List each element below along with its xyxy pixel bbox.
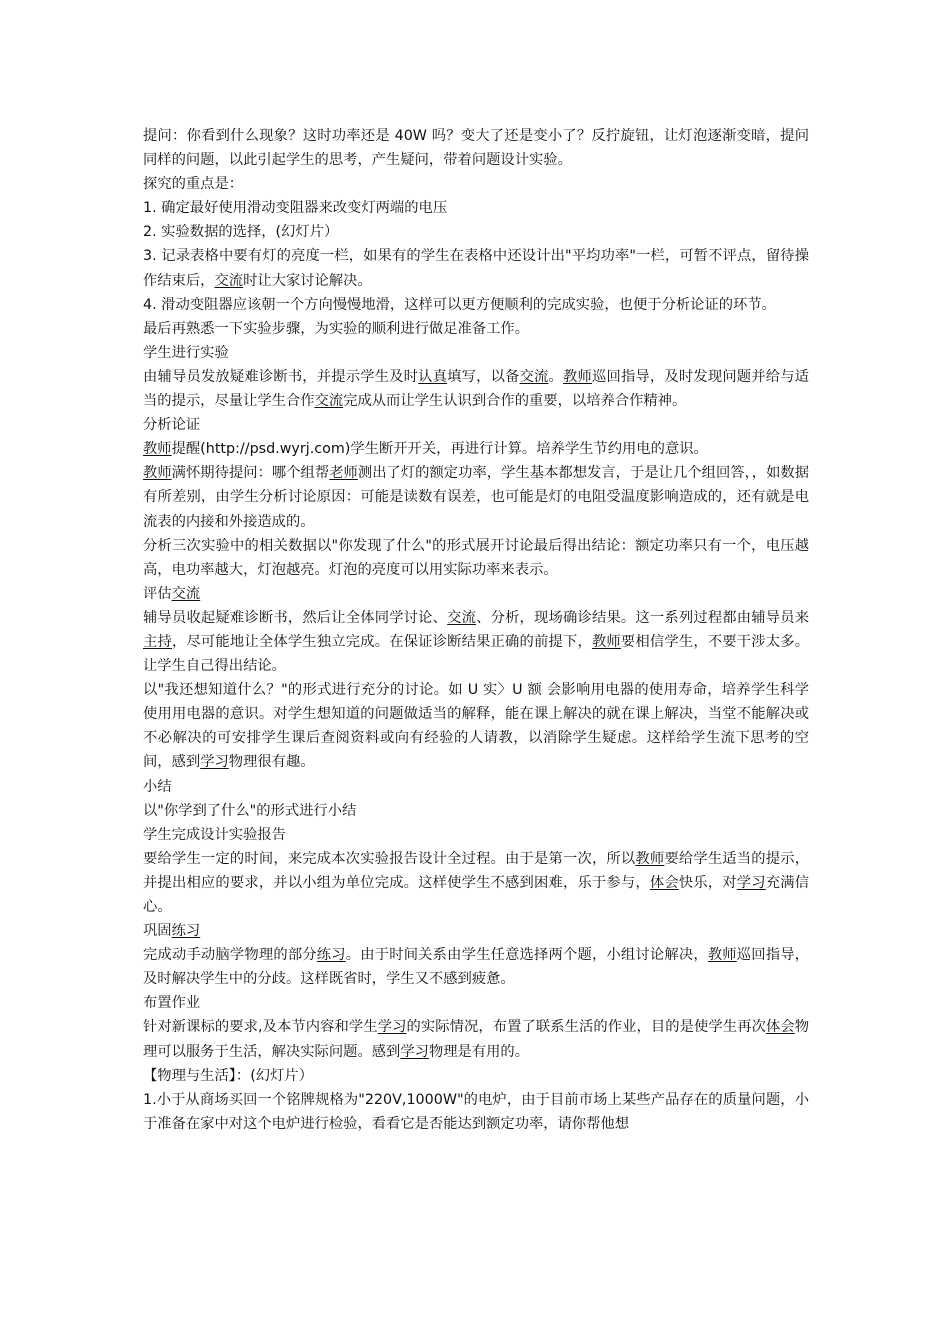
text-run: 2. 实验数据的选择，(幻灯片） bbox=[143, 224, 339, 241]
paragraph bbox=[143, 823, 809, 847]
text-run: 分析三次实验中的相关数据以"你发现了什么"的形式展开讨论最后得出结论：额定功率只有一个，电压越高，电功率越大，灯泡越亮。灯泡的亮度可以用实际功率来表示。 bbox=[143, 537, 809, 578]
text-run: 物理是有用的。 bbox=[428, 1043, 530, 1060]
underlined-keyword-link[interactable]: 交流 bbox=[214, 272, 244, 289]
paragraph bbox=[143, 196, 809, 220]
paragraph bbox=[143, 341, 809, 365]
text-run: 物理可以服务于生活，解决实际问题。感到 bbox=[143, 1019, 810, 1060]
text-run: 分析论证 bbox=[143, 417, 201, 434]
paragraph bbox=[143, 534, 809, 582]
paragraph bbox=[143, 172, 809, 196]
text-run: 完成从而让学生认识到合作的重要，以培养合作精神。 bbox=[343, 393, 687, 410]
text-run: 以"你学到了什么"的形式进行小结 bbox=[143, 802, 357, 819]
text-run: 1.小于从商场买回一个铭牌规格为"220V,1000W"的电炉，由于目前市场上某些产品存在的质量问题，小于准备在家中对这个电炉进行检验，看看它是否能达到额定功率，请你帮他想 bbox=[143, 1091, 809, 1132]
text-run: 3. 记录表格中要有灯的亮度一栏，如果有的学生在表格中还设计出"平均功率"一栏，可暂不评点，留待操作结束后， bbox=[143, 248, 809, 289]
underlined-keyword-link[interactable]: 学习 bbox=[400, 1043, 429, 1060]
paragraph bbox=[143, 461, 809, 533]
underlined-keyword-link[interactable]: 老师 bbox=[329, 465, 358, 482]
paragraph bbox=[143, 244, 809, 292]
paragraph bbox=[143, 1064, 809, 1088]
paragraph bbox=[143, 365, 809, 413]
underlined-keyword-link[interactable]: 练习 bbox=[171, 923, 201, 940]
text-run: 针对新课标的要求,及本节内容和学生 bbox=[143, 1019, 378, 1036]
text-run: 物理很有趣。 bbox=[228, 754, 315, 771]
paragraph bbox=[143, 919, 809, 943]
text-run: 完成动手动脑学物理的部分 bbox=[143, 947, 317, 964]
underlined-keyword-link[interactable]: 教师 bbox=[143, 441, 172, 458]
text-run: 巡回指导，及时发现问题并给与适当的提示，尽量让学生合作 bbox=[143, 368, 810, 410]
paragraph bbox=[143, 1015, 809, 1063]
text-run: 的实际情况，布置了联系生活的作业，目的是使学生再次 bbox=[406, 1019, 766, 1036]
paragraph bbox=[143, 293, 809, 317]
underlined-keyword-link[interactable]: 学习 bbox=[200, 754, 229, 771]
paragraph bbox=[143, 437, 809, 461]
underlined-keyword-link[interactable]: 认真 bbox=[418, 368, 448, 385]
underlined-keyword-link[interactable]: 教师 bbox=[635, 850, 665, 867]
paragraph bbox=[143, 220, 809, 244]
text-run: 测出了灯的额定功率，学生基本都想发言，于是让几个组回答，，如数据有所差别，由学生分析讨论原因：可能是读数有误差，也可能是灯的电阻受温度影响造成的，还有就是电流表的内接和外接造成的。 bbox=[143, 465, 810, 530]
text-run: 学生完成设计实验报告 bbox=[143, 826, 286, 843]
text-run: 要给学生一定的时间，来完成本次实验报告设计全过程。由于是第一次，所以 bbox=[143, 850, 636, 867]
paragraph bbox=[143, 413, 809, 437]
text-run: 时让大家讨论解决。 bbox=[243, 272, 372, 289]
document-body bbox=[143, 124, 809, 1136]
underlined-keyword-link[interactable]: 学习 bbox=[377, 1019, 407, 1036]
text-run: 提问：你看到什么现象？这时功率还是 40W 吗？变大了还是变小了？反拧旋钮，让灯泡逐渐变暗，提问同样的问题，以此引起学生的思考，产生疑问，带着问题设计实验。 bbox=[143, 128, 809, 169]
text-run: ，尽可能地让全体学生独立完成。在保证诊断结果正确的前提下， bbox=[171, 633, 592, 650]
underlined-keyword-link[interactable]: 教师 bbox=[591, 633, 621, 650]
paragraph bbox=[143, 606, 809, 678]
text-run: 巡回指导，及时解决学生中的分歧。这样既省时，学生又不感到疲惫。 bbox=[143, 947, 810, 988]
text-run: 最后再熟悉一下实验步骤，为实验的顺利进行做足准备工作。 bbox=[143, 320, 530, 337]
underlined-keyword-link[interactable]: 交流 bbox=[314, 393, 344, 410]
underlined-keyword-link[interactable]: 交流 bbox=[519, 368, 549, 385]
underlined-keyword-link[interactable]: 交流 bbox=[447, 609, 477, 626]
text-run: 4. 滑动变阻器应该朝一个方向慢慢地滑，这样可以更方便顺利的完成实验，也便于分析论证的环节。 bbox=[143, 296, 776, 313]
text-run: 快乐，对 bbox=[678, 874, 737, 891]
text-run: 满怀期待提问：哪个组帮 bbox=[171, 465, 330, 482]
text-run: 提醒(http://psd.wyrj.com)学生断开开关，再进行计算。培养学生节约用电的意识。 bbox=[171, 441, 708, 458]
paragraph bbox=[143, 799, 809, 823]
text-run: 评估 bbox=[143, 585, 172, 602]
paragraph bbox=[143, 317, 809, 341]
text-run: 由辅导员发放疑难诊断书，并提示学生及时 bbox=[143, 368, 419, 385]
underlined-keyword-link[interactable]: 教师 bbox=[707, 947, 737, 964]
text-run: 、分析，现场确诊结果。这一系列过程都由辅导员来 bbox=[476, 609, 810, 626]
text-run: 辅导员收起疑难诊断书，然后让全体同学讨论、 bbox=[143, 609, 448, 626]
text-run: 布置作业 bbox=[143, 995, 201, 1012]
text-run: 探究的重点是： bbox=[143, 176, 244, 193]
paragraph bbox=[143, 1088, 809, 1136]
paragraph bbox=[143, 124, 809, 172]
paragraph bbox=[143, 847, 809, 919]
underlined-keyword-link[interactable]: 练习 bbox=[316, 947, 346, 964]
underlined-keyword-link[interactable]: 体会 bbox=[649, 874, 679, 891]
text-run: 巩固 bbox=[143, 923, 172, 940]
paragraph bbox=[143, 678, 809, 774]
paragraph bbox=[143, 943, 809, 991]
text-run: 要相信学生，不要干涉太多。让学生自己得出结论。 bbox=[143, 633, 810, 675]
text-run: 1. 确定最好使用滑动变阻器来改变灯两端的电压 bbox=[143, 200, 448, 217]
underlined-keyword-link[interactable]: 学习 bbox=[736, 874, 766, 891]
paragraph bbox=[143, 582, 809, 606]
text-run: 要给学生适当的提示，并提出相应的要求，并以小组为单位完成。这样使学生不感到困难，乐于参与， bbox=[143, 850, 810, 891]
paragraph bbox=[143, 775, 809, 799]
paragraph bbox=[143, 991, 809, 1015]
underlined-keyword-link[interactable]: 主持 bbox=[143, 633, 172, 650]
underlined-keyword-link[interactable]: 交流 bbox=[171, 585, 201, 602]
text-run: 。由于时间关系由学生任意选择两个题，小组讨论解决， bbox=[345, 947, 708, 964]
text-run: 充满信心。 bbox=[143, 874, 810, 915]
underlined-keyword-link[interactable]: 教师 bbox=[143, 465, 172, 482]
text-run: 。 bbox=[548, 368, 564, 385]
text-run: 填写，以备 bbox=[447, 368, 520, 385]
text-run: 【物理与生活】：(幻灯片） bbox=[143, 1067, 313, 1084]
underlined-keyword-link[interactable]: 教师 bbox=[563, 368, 592, 385]
text-run: 以"我还想知道什么？"的形式进行充分的讨论。如 U 实〉U 额 会影响用电器的使用寿命，培养学生科学使用用电器的意识。对学生想知道的问题做适当的解释，能在课上解决的就在课上解决，当堂不能解决或不必解决的可安排学生课后查阅资料或向有经验的人请教，以消除学生疑虑。这样给学生流下思考的空间，感到 bbox=[143, 682, 809, 771]
text-run: 学生进行实验 bbox=[143, 344, 229, 361]
underlined-keyword-link[interactable]: 体会 bbox=[765, 1019, 795, 1036]
text-run: 小结 bbox=[143, 778, 172, 795]
